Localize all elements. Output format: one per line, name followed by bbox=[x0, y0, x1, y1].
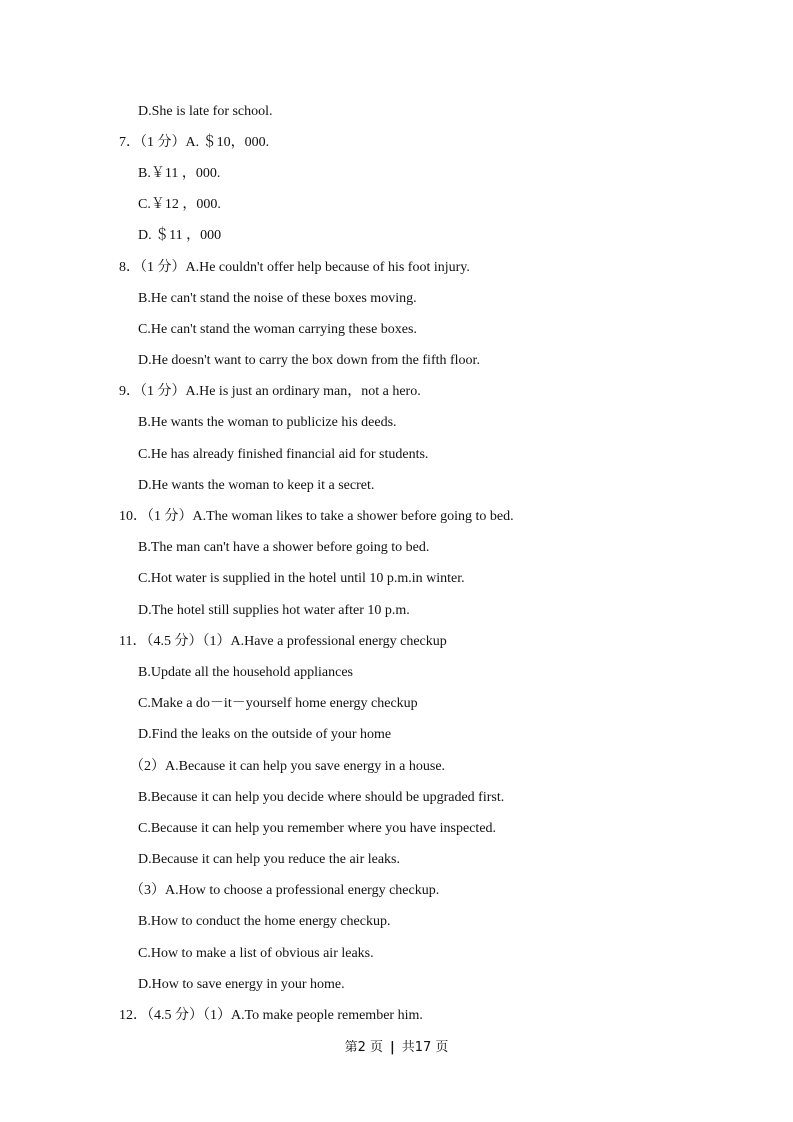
q11-2-option-d: D.Because it can help you reduce the air leaks. bbox=[138, 852, 401, 867]
current-page-label: 第2 页 bbox=[344, 1040, 383, 1055]
q11-1-option-d: D.Find the leaks on the outside of your home bbox=[138, 727, 392, 742]
q11-3-option-c: C.How to make a list of obvious air leaks. bbox=[138, 946, 374, 961]
q11-2-option-b: B.Because it can help you decide where should be upgraded first. bbox=[138, 790, 505, 805]
q11-2-option-a: （2）A.Because it can help you save energy in a house. bbox=[130, 759, 446, 774]
q9-option-b: B.He wants the woman to publicize his deeds. bbox=[138, 415, 397, 430]
q9-option-d: D.He wants the woman to keep it a secret. bbox=[138, 478, 375, 493]
q8-option-c: C.He can't stand the woman carrying these boxes. bbox=[138, 322, 417, 337]
q7-option-c: C.￥12 ，000. bbox=[138, 197, 221, 212]
q11-3-option-d: D.How to save energy in your home. bbox=[138, 977, 345, 992]
q12-1-option-a: 12．（4.5 分）（1）A.To make people remember him. bbox=[119, 1008, 423, 1023]
q10-option-b: B.The man can't have a shower before going to bed. bbox=[138, 540, 430, 555]
q7-option-a: 7．（1 分）A. ＄10，000. bbox=[119, 135, 270, 150]
total-pages-label: 共17 页 bbox=[401, 1040, 449, 1055]
q10-option-c: C.Hot water is supplied in the hotel until 10 p.m.in winter. bbox=[138, 571, 465, 586]
q11-1-option-c: C.Make a do－it－yourself home energy checkup bbox=[138, 696, 418, 711]
q11-3-option-b: B.How to conduct the home energy checkup. bbox=[138, 914, 391, 929]
q9-option-a: 9．（1 分）A.He is just an ordinary man，not a hero. bbox=[119, 384, 421, 399]
q9-option-c: C.He has already finished financial aid for students. bbox=[138, 447, 429, 462]
q10-option-d: D.The hotel still supplies hot water after 10 p.m. bbox=[138, 603, 410, 618]
q11-1-option-a: 11．（4.5 分）（1）A.Have a professional energy checkup bbox=[119, 634, 447, 649]
q6-option-d: D.She is late for school. bbox=[138, 104, 273, 119]
page-footer bbox=[0, 1040, 793, 1056]
footer-separator: | bbox=[389, 1040, 395, 1055]
q8-option-b: B.He can't stand the noise of these boxes moving. bbox=[138, 291, 417, 306]
q8-option-a: 8．（1 分）A.He couldn't offer help because of his foot injury. bbox=[119, 260, 470, 275]
q7-option-d: D. ＄11 ，000 bbox=[138, 228, 222, 243]
q10-option-a: 10．（1 分）A.The woman likes to take a shower before going to bed. bbox=[119, 509, 514, 524]
q11-2-option-c: C.Because it can help you remember where you have inspected. bbox=[138, 821, 497, 836]
q7-option-b: B.￥11 ，000. bbox=[138, 166, 221, 181]
q11-3-option-a: （3）A.How to choose a professional energy checkup. bbox=[130, 883, 440, 898]
q11-1-option-b: B.Update all the household appliances bbox=[138, 665, 353, 680]
q8-option-d: D.He doesn't want to carry the box down from the fifth floor. bbox=[138, 353, 480, 368]
